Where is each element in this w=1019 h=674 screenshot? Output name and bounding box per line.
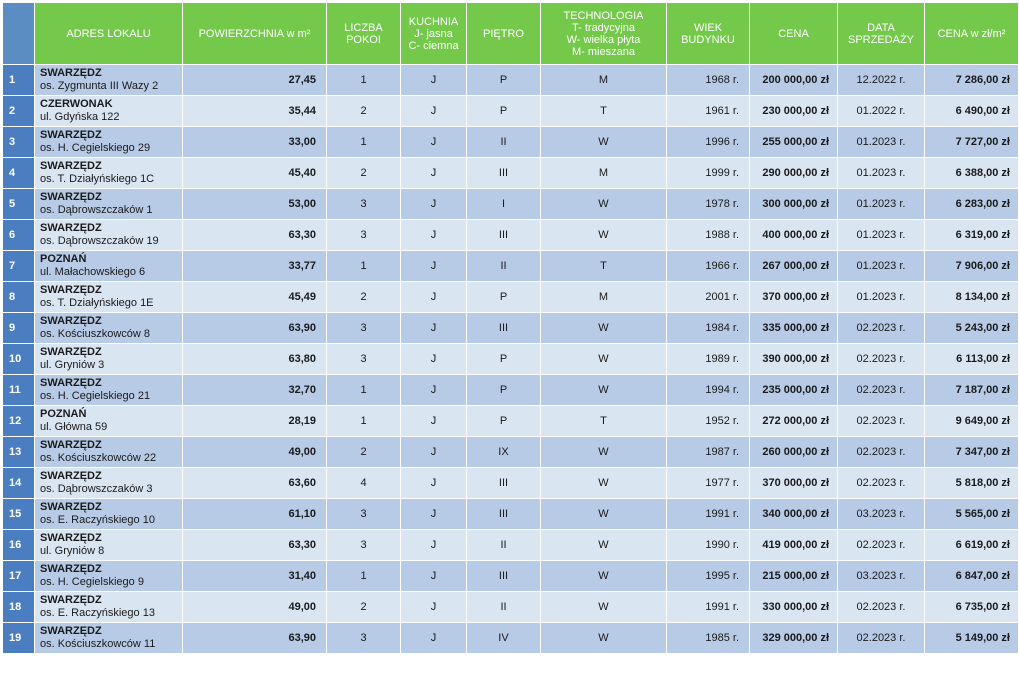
address-city: SWARZĘDZ bbox=[40, 315, 102, 327]
table-row bbox=[3, 313, 1019, 344]
address-street: os. Dąbrowszczaków 1 bbox=[40, 204, 153, 216]
floor-cell: P bbox=[467, 96, 541, 127]
kitchen-cell: J bbox=[401, 499, 467, 530]
header-technology-line: M- mieszana bbox=[572, 45, 635, 58]
area-cell: 45,49 bbox=[183, 282, 327, 313]
address-cell bbox=[35, 623, 183, 654]
kitchen-cell: J bbox=[401, 96, 467, 127]
area-cell: 32,70 bbox=[183, 375, 327, 406]
header-sale-date-line: DATA bbox=[867, 21, 895, 34]
price-cell: 400 000,00 zł bbox=[750, 220, 838, 251]
price-per-m2-cell: 8 134,00 zł bbox=[925, 282, 1019, 313]
price-cell: 390 000,00 zł bbox=[750, 344, 838, 375]
address-street: os. T. Działyńskiego 1C bbox=[40, 173, 155, 185]
price-cell: 290 000,00 zł bbox=[750, 158, 838, 189]
price-cell: 235 000,00 zł bbox=[750, 375, 838, 406]
sale-date-cell: 01.2023 r. bbox=[838, 127, 925, 158]
address-street: os. Zygmunta III Wazy 2 bbox=[40, 80, 159, 92]
address-city: SWARZĘDZ bbox=[40, 346, 102, 358]
price-per-m2-cell: 6 735,00 zł bbox=[925, 592, 1019, 623]
kitchen-cell: J bbox=[401, 437, 467, 468]
floor-cell: III bbox=[467, 313, 541, 344]
technology-cell: W bbox=[541, 313, 667, 344]
kitchen-cell: J bbox=[401, 530, 467, 561]
row-number-cell: 16 bbox=[3, 530, 35, 561]
table-row bbox=[3, 344, 1019, 375]
row-number-cell: 19 bbox=[3, 623, 35, 654]
area-cell: 35,44 bbox=[183, 96, 327, 127]
area-cell: 61,10 bbox=[183, 499, 327, 530]
price-per-m2-cell: 6 388,00 zł bbox=[925, 158, 1019, 189]
area-cell: 33,77 bbox=[183, 251, 327, 282]
area-cell: 27,45 bbox=[183, 65, 327, 96]
floor-cell: III bbox=[467, 499, 541, 530]
kitchen-cell: J bbox=[401, 623, 467, 654]
price-cell: 215 000,00 zł bbox=[750, 561, 838, 592]
area-cell: 63,90 bbox=[183, 623, 327, 654]
building-year-cell: 1994 r. bbox=[667, 375, 750, 406]
table-row bbox=[3, 189, 1019, 220]
address-street: os. Kościuszkowców 8 bbox=[40, 328, 151, 340]
header-corner bbox=[3, 3, 35, 65]
address-street: os. Kościuszkowców 22 bbox=[40, 452, 157, 464]
address-city: SWARZĘDZ bbox=[40, 222, 102, 234]
technology-cell: W bbox=[541, 592, 667, 623]
address-city: SWARZĘDZ bbox=[40, 594, 102, 606]
header-price: CENA bbox=[750, 3, 838, 65]
address-city: SWARZĘDZ bbox=[40, 129, 102, 141]
technology-cell: W bbox=[541, 437, 667, 468]
floor-cell: I bbox=[467, 189, 541, 220]
price-cell: 419 000,00 zł bbox=[750, 530, 838, 561]
area-cell: 63,90 bbox=[183, 313, 327, 344]
price-per-m2-cell: 6 490,00 zł bbox=[925, 96, 1019, 127]
rooms-cell: 4 bbox=[327, 468, 401, 499]
area-cell: 28,19 bbox=[183, 406, 327, 437]
table-row bbox=[3, 437, 1019, 468]
rooms-cell: 2 bbox=[327, 437, 401, 468]
address-street: os. T. Działyńskiego 1E bbox=[40, 297, 154, 309]
address-street: os. H. Cegielskiego 29 bbox=[40, 142, 151, 154]
row-number-cell: 1 bbox=[3, 65, 35, 96]
apartment-sales-table bbox=[2, 2, 1019, 654]
address-cell bbox=[35, 189, 183, 220]
price-cell: 200 000,00 zł bbox=[750, 65, 838, 96]
building-year-cell: 1990 r. bbox=[667, 530, 750, 561]
price-cell: 335 000,00 zł bbox=[750, 313, 838, 344]
rooms-cell: 3 bbox=[327, 313, 401, 344]
area-cell: 49,00 bbox=[183, 592, 327, 623]
kitchen-cell: J bbox=[401, 251, 467, 282]
technology-cell: W bbox=[541, 499, 667, 530]
row-number-cell: 8 bbox=[3, 282, 35, 313]
technology-cell: W bbox=[541, 561, 667, 592]
technology-cell: T bbox=[541, 406, 667, 437]
header-row bbox=[3, 3, 1019, 65]
floor-cell: P bbox=[467, 344, 541, 375]
header-kitchen-line: KUCHNIA bbox=[408, 15, 459, 28]
building-year-cell: 1968 r. bbox=[667, 65, 750, 96]
building-year-cell: 1991 r. bbox=[667, 592, 750, 623]
header-rooms bbox=[327, 3, 401, 65]
sale-date-cell: 12.2022 r. bbox=[838, 65, 925, 96]
building-year-cell: 1977 r. bbox=[667, 468, 750, 499]
kitchen-cell: J bbox=[401, 468, 467, 499]
price-cell: 370 000,00 zł bbox=[750, 282, 838, 313]
address-city: SWARZĘDZ bbox=[40, 625, 102, 637]
kitchen-cell: J bbox=[401, 344, 467, 375]
header-kitchen-line: C- ciemna bbox=[408, 39, 459, 52]
floor-cell: II bbox=[467, 251, 541, 282]
price-per-m2-cell: 5 565,00 zł bbox=[925, 499, 1019, 530]
price-per-m2-cell: 7 187,00 zł bbox=[925, 375, 1019, 406]
table-row bbox=[3, 158, 1019, 189]
sale-date-cell: 01.2023 r. bbox=[838, 251, 925, 282]
price-cell: 370 000,00 zł bbox=[750, 468, 838, 499]
building-year-cell: 1996 r. bbox=[667, 127, 750, 158]
sale-date-cell: 02.2023 r. bbox=[838, 313, 925, 344]
sale-date-cell: 02.2023 r. bbox=[838, 437, 925, 468]
kitchen-cell: J bbox=[401, 592, 467, 623]
address-city: SWARZĘDZ bbox=[40, 563, 102, 575]
sale-date-cell: 02.2023 r. bbox=[838, 592, 925, 623]
address-cell bbox=[35, 530, 183, 561]
sale-date-cell: 02.2023 r. bbox=[838, 406, 925, 437]
price-cell: 230 000,00 zł bbox=[750, 96, 838, 127]
sale-date-cell: 01.2023 r. bbox=[838, 158, 925, 189]
header-technology-line: T- tradycyjna bbox=[572, 21, 635, 34]
address-city: SWARZĘDZ bbox=[40, 160, 102, 172]
kitchen-cell: J bbox=[401, 282, 467, 313]
address-cell bbox=[35, 468, 183, 499]
address-city: SWARZĘDZ bbox=[40, 501, 102, 513]
floor-cell: III bbox=[467, 561, 541, 592]
table-row bbox=[3, 499, 1019, 530]
address-street: os. H. Cegielskiego 21 bbox=[40, 390, 151, 402]
price-per-m2-cell: 5 243,00 zł bbox=[925, 313, 1019, 344]
rooms-cell: 3 bbox=[327, 344, 401, 375]
table-row bbox=[3, 127, 1019, 158]
kitchen-cell: J bbox=[401, 561, 467, 592]
address-cell bbox=[35, 127, 183, 158]
table-row bbox=[3, 561, 1019, 592]
floor-cell: III bbox=[467, 468, 541, 499]
header-price-per-m2: CENA w zł/m² bbox=[925, 3, 1019, 65]
kitchen-cell: J bbox=[401, 127, 467, 158]
table-row bbox=[3, 96, 1019, 127]
building-year-cell: 1952 r. bbox=[667, 406, 750, 437]
row-number-cell: 14 bbox=[3, 468, 35, 499]
area-cell: 63,30 bbox=[183, 530, 327, 561]
table-row bbox=[3, 623, 1019, 654]
floor-cell: II bbox=[467, 530, 541, 561]
header-rooms-line: POKOI bbox=[346, 33, 381, 46]
building-year-cell: 2001 r. bbox=[667, 282, 750, 313]
area-cell: 49,00 bbox=[183, 437, 327, 468]
price-per-m2-cell: 6 283,00 zł bbox=[925, 189, 1019, 220]
area-cell: 63,60 bbox=[183, 468, 327, 499]
address-street: ul. Małachowskiego 6 bbox=[40, 266, 146, 278]
header-area: POWIERZCHNIA w m² bbox=[183, 3, 327, 65]
row-number-cell: 17 bbox=[3, 561, 35, 592]
price-cell: 255 000,00 zł bbox=[750, 127, 838, 158]
address-street: os. Kościuszkowców 11 bbox=[40, 638, 156, 650]
floor-cell: P bbox=[467, 375, 541, 406]
building-year-cell: 1978 r. bbox=[667, 189, 750, 220]
rooms-cell: 1 bbox=[327, 65, 401, 96]
building-year-cell: 1985 r. bbox=[667, 623, 750, 654]
area-cell: 63,80 bbox=[183, 344, 327, 375]
header-age-line: WIEK bbox=[693, 21, 723, 34]
address-street: os. Dąbrowszczaków 19 bbox=[40, 235, 159, 247]
row-number-cell: 15 bbox=[3, 499, 35, 530]
address-cell bbox=[35, 220, 183, 251]
address-cell bbox=[35, 158, 183, 189]
rooms-cell: 2 bbox=[327, 592, 401, 623]
price-cell: 330 000,00 zł bbox=[750, 592, 838, 623]
kitchen-cell: J bbox=[401, 406, 467, 437]
table-row bbox=[3, 530, 1019, 561]
building-year-cell: 1988 r. bbox=[667, 220, 750, 251]
floor-cell: P bbox=[467, 406, 541, 437]
address-city: SWARZĘDZ bbox=[40, 67, 102, 79]
row-number-cell: 2 bbox=[3, 96, 35, 127]
sale-date-cell: 01.2022 r. bbox=[838, 96, 925, 127]
sale-date-cell: 02.2023 r. bbox=[838, 623, 925, 654]
rooms-cell: 1 bbox=[327, 561, 401, 592]
header-technology-line: W- wielka płyta bbox=[566, 33, 641, 46]
technology-cell: W bbox=[541, 468, 667, 499]
address-cell bbox=[35, 375, 183, 406]
price-per-m2-cell: 6 619,00 zł bbox=[925, 530, 1019, 561]
rooms-cell: 2 bbox=[327, 282, 401, 313]
rooms-cell: 1 bbox=[327, 127, 401, 158]
floor-cell: II bbox=[467, 592, 541, 623]
table-row bbox=[3, 251, 1019, 282]
technology-cell: M bbox=[541, 158, 667, 189]
header-sale-date bbox=[838, 3, 925, 65]
technology-cell: W bbox=[541, 623, 667, 654]
price-per-m2-cell: 5 149,00 zł bbox=[925, 623, 1019, 654]
sale-date-cell: 02.2023 r. bbox=[838, 344, 925, 375]
kitchen-cell: J bbox=[401, 65, 467, 96]
technology-cell: W bbox=[541, 375, 667, 406]
address-city: SWARZĘDZ bbox=[40, 532, 102, 544]
rooms-cell: 3 bbox=[327, 189, 401, 220]
table-row bbox=[3, 282, 1019, 313]
address-cell bbox=[35, 282, 183, 313]
building-year-cell: 1991 r. bbox=[667, 499, 750, 530]
table-row bbox=[3, 406, 1019, 437]
row-number-cell: 7 bbox=[3, 251, 35, 282]
rooms-cell: 3 bbox=[327, 220, 401, 251]
row-number-cell: 12 bbox=[3, 406, 35, 437]
address-city: POZNAŃ bbox=[40, 408, 87, 420]
header-age-line: BUDYNKU bbox=[681, 33, 735, 46]
address-street: ul. Gryniów 8 bbox=[40, 545, 105, 557]
row-number-cell: 3 bbox=[3, 127, 35, 158]
price-per-m2-cell: 5 818,00 zł bbox=[925, 468, 1019, 499]
price-per-m2-cell: 6 847,00 zł bbox=[925, 561, 1019, 592]
price-cell: 340 000,00 zł bbox=[750, 499, 838, 530]
header-sale-date-line: SPRZEDAŻY bbox=[847, 33, 914, 46]
floor-cell: P bbox=[467, 282, 541, 313]
area-cell: 45,40 bbox=[183, 158, 327, 189]
technology-cell: T bbox=[541, 251, 667, 282]
technology-cell: W bbox=[541, 127, 667, 158]
table-row bbox=[3, 592, 1019, 623]
address-street: os. E. Raczyńskiego 13 bbox=[40, 607, 155, 619]
address-cell bbox=[35, 499, 183, 530]
sale-date-cell: 03.2023 r. bbox=[838, 561, 925, 592]
address-cell bbox=[35, 406, 183, 437]
rooms-cell: 2 bbox=[327, 96, 401, 127]
address-city: SWARZĘDZ bbox=[40, 284, 102, 296]
building-year-cell: 1987 r. bbox=[667, 437, 750, 468]
address-cell bbox=[35, 344, 183, 375]
price-cell: 272 000,00 zł bbox=[750, 406, 838, 437]
price-cell: 260 000,00 zł bbox=[750, 437, 838, 468]
building-year-cell: 1984 r. bbox=[667, 313, 750, 344]
price-per-m2-cell: 7 347,00 zł bbox=[925, 437, 1019, 468]
kitchen-cell: J bbox=[401, 375, 467, 406]
kitchen-cell: J bbox=[401, 158, 467, 189]
address-cell bbox=[35, 65, 183, 96]
table-row bbox=[3, 468, 1019, 499]
header-building-age bbox=[667, 3, 750, 65]
sale-date-cell: 02.2023 r. bbox=[838, 530, 925, 561]
row-number-cell: 6 bbox=[3, 220, 35, 251]
address-street: os. E. Raczyńskiego 10 bbox=[40, 514, 155, 526]
header-rooms-line: LICZBA bbox=[344, 21, 383, 34]
technology-cell: M bbox=[541, 282, 667, 313]
header-floor: PIĘTRO bbox=[467, 3, 541, 65]
address-street: os. Dąbrowszczaków 3 bbox=[40, 483, 153, 495]
floor-cell: IX bbox=[467, 437, 541, 468]
area-cell: 31,40 bbox=[183, 561, 327, 592]
address-cell bbox=[35, 592, 183, 623]
price-per-m2-cell: 7 906,00 zł bbox=[925, 251, 1019, 282]
rooms-cell: 2 bbox=[327, 158, 401, 189]
price-per-m2-cell: 7 727,00 zł bbox=[925, 127, 1019, 158]
building-year-cell: 1999 r. bbox=[667, 158, 750, 189]
table-row bbox=[3, 65, 1019, 96]
address-street: os. H. Cegielskiego 9 bbox=[40, 576, 144, 588]
area-cell: 53,00 bbox=[183, 189, 327, 220]
building-year-cell: 1966 r. bbox=[667, 251, 750, 282]
technology-cell: M bbox=[541, 65, 667, 96]
row-number-cell: 10 bbox=[3, 344, 35, 375]
address-city: SWARZĘDZ bbox=[40, 377, 102, 389]
price-cell: 267 000,00 zł bbox=[750, 251, 838, 282]
floor-cell: P bbox=[467, 65, 541, 96]
kitchen-cell: J bbox=[401, 313, 467, 344]
header-technology-line: TECHNOLOGIA bbox=[563, 9, 644, 22]
rooms-cell: 1 bbox=[327, 406, 401, 437]
address-city: SWARZĘDZ bbox=[40, 439, 102, 451]
building-year-cell: 1989 r. bbox=[667, 344, 750, 375]
header-address: ADRES LOKALU bbox=[35, 3, 183, 65]
header-kitchen-line: J- jasna bbox=[414, 27, 453, 40]
table-body bbox=[3, 65, 1019, 654]
price-cell: 300 000,00 zł bbox=[750, 189, 838, 220]
address-city: POZNAŃ bbox=[40, 253, 87, 265]
address-street: ul. Gdyńska 122 bbox=[40, 111, 120, 123]
address-street: ul. Gryniów 3 bbox=[40, 359, 105, 371]
table-row bbox=[3, 220, 1019, 251]
floor-cell: II bbox=[467, 127, 541, 158]
kitchen-cell: J bbox=[401, 189, 467, 220]
rooms-cell: 3 bbox=[327, 530, 401, 561]
sale-date-cell: 01.2023 r. bbox=[838, 282, 925, 313]
floor-cell: III bbox=[467, 220, 541, 251]
row-number-cell: 5 bbox=[3, 189, 35, 220]
area-cell: 63,30 bbox=[183, 220, 327, 251]
row-number-cell: 18 bbox=[3, 592, 35, 623]
rooms-cell: 3 bbox=[327, 499, 401, 530]
price-cell: 329 000,00 zł bbox=[750, 623, 838, 654]
technology-cell: W bbox=[541, 189, 667, 220]
address-cell bbox=[35, 96, 183, 127]
rooms-cell: 1 bbox=[327, 375, 401, 406]
kitchen-cell: J bbox=[401, 220, 467, 251]
area-cell: 33,00 bbox=[183, 127, 327, 158]
address-cell bbox=[35, 251, 183, 282]
technology-cell: W bbox=[541, 220, 667, 251]
row-number-cell: 13 bbox=[3, 437, 35, 468]
price-per-m2-cell: 6 113,00 zł bbox=[925, 344, 1019, 375]
row-number-cell: 11 bbox=[3, 375, 35, 406]
floor-cell: III bbox=[467, 158, 541, 189]
price-per-m2-cell: 7 286,00 zł bbox=[925, 65, 1019, 96]
address-city: CZERWONAK bbox=[40, 98, 113, 110]
address-cell bbox=[35, 437, 183, 468]
row-number-cell: 9 bbox=[3, 313, 35, 344]
header-technology bbox=[541, 3, 667, 65]
row-number-cell: 4 bbox=[3, 158, 35, 189]
address-cell bbox=[35, 313, 183, 344]
table-row bbox=[3, 375, 1019, 406]
technology-cell: T bbox=[541, 96, 667, 127]
rooms-cell: 1 bbox=[327, 251, 401, 282]
sale-date-cell: 01.2023 r. bbox=[838, 220, 925, 251]
rooms-cell: 3 bbox=[327, 623, 401, 654]
price-per-m2-cell: 9 649,00 zł bbox=[925, 406, 1019, 437]
address-city: SWARZĘDZ bbox=[40, 470, 102, 482]
price-per-m2-cell: 6 319,00 zł bbox=[925, 220, 1019, 251]
sale-date-cell: 03.2023 r. bbox=[838, 499, 925, 530]
sale-date-cell: 02.2023 r. bbox=[838, 375, 925, 406]
address-city: SWARZĘDZ bbox=[40, 191, 102, 203]
sale-date-cell: 02.2023 r. bbox=[838, 468, 925, 499]
sale-date-cell: 01.2023 r. bbox=[838, 189, 925, 220]
address-cell bbox=[35, 561, 183, 592]
address-street: ul. Główna 59 bbox=[40, 421, 108, 433]
building-year-cell: 1961 r. bbox=[667, 96, 750, 127]
floor-cell: IV bbox=[467, 623, 541, 654]
header-kitchen bbox=[401, 3, 467, 65]
building-year-cell: 1995 r. bbox=[667, 561, 750, 592]
technology-cell: W bbox=[541, 530, 667, 561]
technology-cell: W bbox=[541, 344, 667, 375]
